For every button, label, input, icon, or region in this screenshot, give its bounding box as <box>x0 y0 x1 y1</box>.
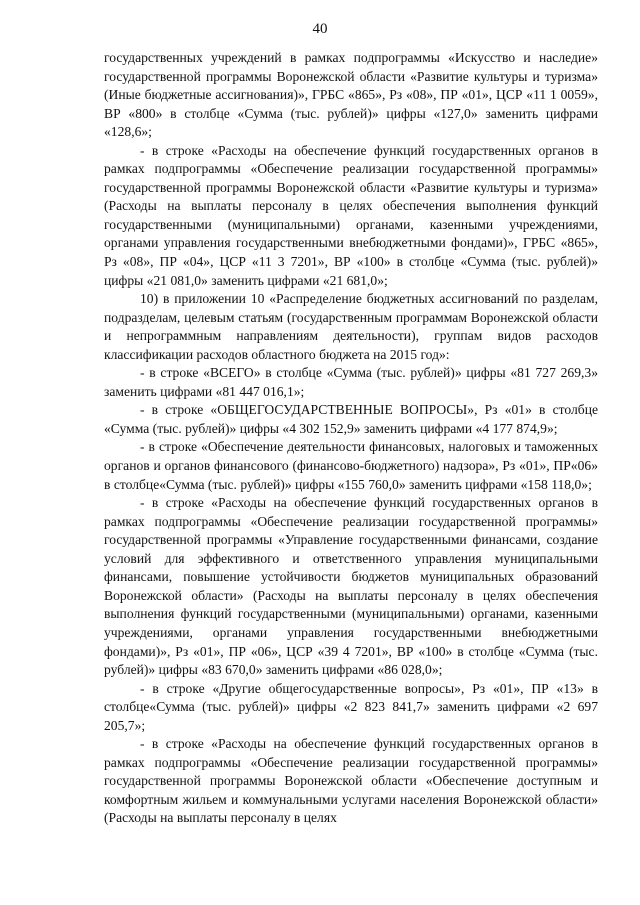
paragraph-item: - в строке «Расходы на обеспечение функций государственных органов в рамках подпрограммы «Обеспечение реализации государственной программы» государственной программы «Управление государственными финансами, создание условий для эффективного и ответственного управления муниципальными финансами, повышение устойчивости бюджетов муниципальных образований Воронежской области» (Расходы на выплаты персоналу в целях обеспечения выполнения функций государственными (муниципальными) органами, казенными учреждениями, органами управления государственными внебюджетными фондами)», Рз «01», ПР «06», ЦСР «39 4 7201», ВР «100» в столбце «Сумма (тыс. рублей)» цифры «83 670,0» заменить цифрами «86 028,0»; <box>104 495 598 678</box>
page-number: 40 <box>312 21 328 37</box>
paragraph-item: - в строке «Расходы на обеспечение функций государственных органов в рамках подпрограммы «Обеспечение реализации государственной программы» государственной программы Воронежской области «Обеспечение доступным и комфортным жильем и коммунальными услугами населения Воронежской области» (Расходы на выплаты персоналу в целях <box>104 736 598 826</box>
paragraph-item: - в строке «ОБЩЕГОСУДАРСТВЕННЫЕ ВОПРОСЫ», Рз «01» в столбце «Сумма (тыс. рублей)» цифры «4 302 152,9» заменить цифрами «4 177 874,9»; <box>104 402 598 436</box>
paragraph-item: - в строке «Расходы на обеспечение функций государственных органов в рамках подпрограммы «Обеспечение реализации государственной программы» государственной программы Воронежской области «Развитие культуры и туризма» (Расходы на выплаты персоналу в целях обеспечения выполнения функций государственными (муниципальными) органами, казенными учреждениями, органами управления государственными внебюджетными фондами)», ГРБС «865», Рз «08», ПР «04», ЦСР «11 3 7201», ВР «100» в столбце «Сумма (тыс. рублей)» цифры «21 081,0» заменить цифрами «21 681,0»; <box>104 142 598 288</box>
document-body <box>104 49 598 828</box>
paragraph-appendix-10: 10) в приложении 10 «Распределение бюджетных ассигнований по разделам, подразделам, целевым статьям (государственным программам Воронежской области и непрограммным направлениям деятельности), группам видов расходов классификации расходов областного бюджета на 2015 год»: <box>104 291 598 362</box>
paragraph-item: - в строке «Другие общегосударственные вопросы», Рз «01», ПР «13» в столбце«Сумма (тыс. рублей)» цифры «2 823 841,7» заменить цифрами «2 697 205,7»; <box>104 680 598 733</box>
paragraph-continuation: государственных учреждений в рамках подпрограммы «Искусство и наследие» государственной программы Воронежской области «Развитие культуры и туризма» (Иные бюджетные ассигнования)», ГРБС «865», Рз «08», ПР «01», ЦСР «11 1 0059», ВР «800» в столбце «Сумма (тыс. рублей)» цифры «127,0» заменить цифрами «128,6»; <box>104 50 598 140</box>
paragraph-item: - в строке «Обеспечение деятельности финансовых, налоговых и таможенных органов и органов финансового (финансово-бюджетного) надзора», Рз «01», ПР«06» в столбце«Сумма (тыс. рублей)» цифры «155 760,0» заменить цифрами «158 118,0»; <box>104 439 598 492</box>
paragraph-item: - в строке «ВСЕГО» в столбце «Сумма (тыс. рублей)» цифры «81 727 269,3» заменить цифрами «81 447 016,1»; <box>104 365 598 399</box>
